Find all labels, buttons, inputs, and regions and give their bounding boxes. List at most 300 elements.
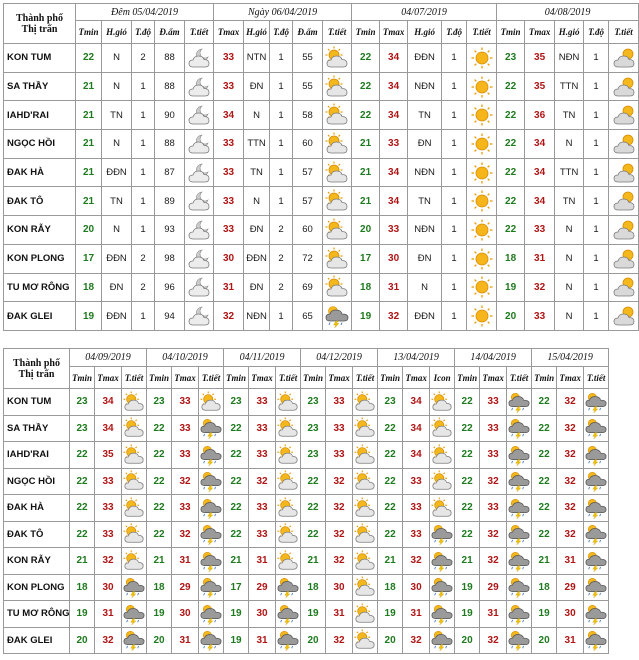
value-cell: 33 xyxy=(214,216,244,245)
tmax-cell: 31 xyxy=(172,548,199,575)
column-header: Đ.ẩm xyxy=(155,21,185,44)
value-cell: 34 xyxy=(525,158,555,187)
tmin-cell: 22 xyxy=(224,468,249,495)
column-header: Tmin xyxy=(76,21,102,44)
value-cell: 88 xyxy=(155,44,185,73)
weather-cell xyxy=(276,468,301,495)
city-name: KON TUM xyxy=(4,389,70,416)
value-cell: ĐN xyxy=(244,72,270,101)
value-cell: TN xyxy=(408,187,442,216)
tmax-cell: 31 xyxy=(557,627,584,654)
tmin-cell: 22 xyxy=(378,495,403,522)
tmin-cell: 18 xyxy=(301,574,326,601)
value-cell: 1 xyxy=(442,216,467,245)
weather-cell xyxy=(584,601,609,628)
weather-cell xyxy=(122,468,147,495)
value-cell: 22 xyxy=(76,44,102,73)
weather-cell xyxy=(185,302,214,331)
storm-icon xyxy=(277,576,299,598)
tmin-cell: 20 xyxy=(301,627,326,654)
value-cell: 1 xyxy=(442,273,467,302)
tmin-cell: 23 xyxy=(301,442,326,469)
tmax-cell: 32 xyxy=(403,627,430,654)
value-cell: 33 xyxy=(214,130,244,159)
value-cell: ĐN xyxy=(102,273,132,302)
weather-cell xyxy=(609,216,639,245)
column-header: Tmin xyxy=(352,21,380,44)
weather-cell xyxy=(467,302,497,331)
city-name: TU MƠ RÔNG xyxy=(4,273,76,302)
value-cell: 17 xyxy=(352,244,380,273)
weather-cell xyxy=(199,468,224,495)
sun-cloud-icon xyxy=(277,444,299,466)
sun-cloud-icon xyxy=(123,391,145,413)
value-cell: 2 xyxy=(132,44,155,73)
value-cell: 57 xyxy=(293,187,323,216)
sun-cloud-icon xyxy=(354,629,376,651)
date-header: Đêm 05/04/2019 xyxy=(76,4,214,21)
value-cell: N xyxy=(102,216,132,245)
value-cell: NĐN xyxy=(244,302,270,331)
tmax-cell: 32 xyxy=(480,548,507,575)
tmin-cell: 22 xyxy=(224,415,249,442)
value-cell: N xyxy=(555,244,584,273)
weather-cell xyxy=(199,574,224,601)
value-cell: 94 xyxy=(155,302,185,331)
tmax-cell: 33 xyxy=(326,415,353,442)
weather-cell xyxy=(323,273,352,302)
sun-cloud-icon xyxy=(325,189,349,213)
weather-cell xyxy=(467,44,497,73)
value-cell: 19 xyxy=(76,302,102,331)
cloud-sun-icon xyxy=(612,189,636,213)
tmax-cell: 29 xyxy=(249,574,276,601)
cloud-sun-icon xyxy=(612,247,636,271)
weather-cell xyxy=(507,601,532,628)
tmax-cell: 31 xyxy=(403,601,430,628)
value-cell: 1 xyxy=(584,101,609,130)
value-cell: ĐN xyxy=(408,130,442,159)
value-cell: 30 xyxy=(380,244,408,273)
tmax-cell: 33 xyxy=(480,495,507,522)
tmax-cell: 33 xyxy=(480,442,507,469)
weather-cell xyxy=(584,495,609,522)
tmin-cell: 21 xyxy=(301,548,326,575)
value-cell: 2 xyxy=(270,244,293,273)
city-name: NGỌC HỒI xyxy=(4,468,70,495)
tmax-cell: 34 xyxy=(95,389,122,416)
value-cell: TTN xyxy=(244,130,270,159)
weather-cell xyxy=(430,548,455,575)
column-header: H.gió xyxy=(244,21,270,44)
tmax-cell: 31 xyxy=(95,601,122,628)
weather-cell xyxy=(323,187,352,216)
tmax-cell: 31 xyxy=(557,548,584,575)
storm-icon xyxy=(585,470,607,492)
weather-cell xyxy=(507,495,532,522)
sun-icon xyxy=(470,275,494,299)
tmin-cell: 22 xyxy=(532,495,557,522)
sun-cloud-icon xyxy=(123,417,145,439)
value-cell: 1 xyxy=(132,302,155,331)
tmin-cell: 19 xyxy=(455,601,480,628)
weather-cell xyxy=(185,244,214,273)
weather-cell xyxy=(122,495,147,522)
tmax-cell: 31 xyxy=(172,627,199,654)
value-cell: 20 xyxy=(497,302,525,331)
value-cell: 1 xyxy=(132,158,155,187)
tmin-cell: 19 xyxy=(224,601,249,628)
weather-cell xyxy=(584,548,609,575)
storm-icon xyxy=(508,629,530,651)
tmax-cell: 32 xyxy=(326,495,353,522)
weather-cell xyxy=(276,627,301,654)
tmax-cell: 30 xyxy=(557,601,584,628)
column-header: T.tiết xyxy=(276,367,301,389)
tmin-cell: 22 xyxy=(147,415,172,442)
tmax-cell: 29 xyxy=(480,574,507,601)
tmax-cell: 32 xyxy=(557,389,584,416)
value-cell: 1 xyxy=(442,72,467,101)
weather-cell xyxy=(199,495,224,522)
sun-cloud-icon xyxy=(277,391,299,413)
city-name: ĐAK TÔ xyxy=(4,521,70,548)
city-name: ĐAK HÀ xyxy=(4,495,70,522)
weather-cell xyxy=(609,158,639,187)
value-cell: 2 xyxy=(270,273,293,302)
tmin-cell: 20 xyxy=(455,627,480,654)
tmax-cell: 32 xyxy=(249,468,276,495)
column-header: Tmin xyxy=(301,367,326,389)
storm-icon xyxy=(431,523,453,545)
sun-icon xyxy=(470,247,494,271)
storm-icon xyxy=(200,497,222,519)
weather-cell xyxy=(430,627,455,654)
value-cell: 1 xyxy=(270,101,293,130)
tmax-cell: 33 xyxy=(326,389,353,416)
weather-cell xyxy=(609,101,639,130)
value-cell: N xyxy=(244,101,270,130)
value-cell: 22 xyxy=(352,72,380,101)
tmax-cell: 32 xyxy=(95,627,122,654)
sun-icon xyxy=(470,304,494,328)
storm-icon xyxy=(123,576,145,598)
tmin-cell: 18 xyxy=(378,574,403,601)
cloud-sun-icon xyxy=(612,103,636,127)
tmin-cell: 22 xyxy=(70,468,95,495)
value-cell: 2 xyxy=(132,273,155,302)
city-name: ĐAK GLEI xyxy=(4,302,76,331)
weather-cell xyxy=(276,442,301,469)
value-cell: 31 xyxy=(525,244,555,273)
table-row xyxy=(4,548,609,575)
table-row xyxy=(4,627,609,654)
value-cell: 19 xyxy=(497,273,525,302)
tmax-cell: 32 xyxy=(480,468,507,495)
weather-cell xyxy=(323,72,352,101)
weather-cell xyxy=(323,302,352,331)
value-cell: NĐN xyxy=(408,158,442,187)
tmin-cell: 22 xyxy=(301,521,326,548)
sun-cloud-icon xyxy=(277,417,299,439)
cloud-sun-icon xyxy=(612,46,636,70)
storm-icon xyxy=(585,391,607,413)
value-cell: NĐN xyxy=(555,44,584,73)
value-cell: 1 xyxy=(584,273,609,302)
value-cell: 20 xyxy=(76,216,102,245)
column-header: Tmin xyxy=(147,367,172,389)
city-header-line2: Thị trấn xyxy=(21,23,58,35)
value-cell: 34 xyxy=(380,72,408,101)
tmax-cell: 32 xyxy=(326,521,353,548)
tmin-cell: 20 xyxy=(70,627,95,654)
date-header: 14/04/2019 xyxy=(455,349,532,367)
weather-cell xyxy=(185,101,214,130)
tmin-cell: 22 xyxy=(70,521,95,548)
sun-cloud-icon xyxy=(277,497,299,519)
column-header: T.tiết xyxy=(609,21,639,44)
weather-cell xyxy=(353,468,378,495)
tmax-cell: 31 xyxy=(326,601,353,628)
value-cell: 34 xyxy=(380,44,408,73)
tmin-cell: 23 xyxy=(301,415,326,442)
column-header: T.tiết xyxy=(467,21,497,44)
tmin-cell: 23 xyxy=(70,415,95,442)
table-row xyxy=(4,273,639,302)
city-name: KON PLONG xyxy=(4,244,76,273)
value-cell: N xyxy=(555,302,584,331)
weather-cell xyxy=(467,130,497,159)
cloud-sun-icon xyxy=(612,218,636,242)
value-cell: 1 xyxy=(442,130,467,159)
city-name: KON PLONG xyxy=(4,574,70,601)
value-cell: 1 xyxy=(270,44,293,73)
tmax-cell: 33 xyxy=(172,389,199,416)
tmin-cell: 19 xyxy=(147,601,172,628)
tmax-cell: 33 xyxy=(95,495,122,522)
weather-cell xyxy=(584,574,609,601)
weather-cell xyxy=(122,415,147,442)
tmin-cell: 22 xyxy=(147,495,172,522)
value-cell: NTN xyxy=(244,44,270,73)
sun-cloud-icon xyxy=(277,470,299,492)
tmax-cell: 33 xyxy=(403,495,430,522)
tmax-cell: 29 xyxy=(172,574,199,601)
tmin-cell: 19 xyxy=(455,574,480,601)
tmax-cell: 32 xyxy=(557,415,584,442)
weather-cell xyxy=(122,601,147,628)
tmin-cell: 19 xyxy=(532,601,557,628)
column-header: Đ.ẩm xyxy=(293,21,323,44)
weather-cell xyxy=(467,273,497,302)
value-cell: 22 xyxy=(352,44,380,73)
value-cell: 1 xyxy=(442,302,467,331)
value-cell: NĐN xyxy=(408,72,442,101)
tmin-cell: 21 xyxy=(455,548,480,575)
tmax-cell: 30 xyxy=(326,574,353,601)
value-cell: 1 xyxy=(270,130,293,159)
storm-icon xyxy=(200,629,222,651)
weather-cell xyxy=(507,574,532,601)
column-header: Tmin xyxy=(532,367,557,389)
weather-cell xyxy=(199,521,224,548)
weather-cell xyxy=(430,601,455,628)
tmin-cell: 19 xyxy=(70,601,95,628)
value-cell: N xyxy=(244,187,270,216)
weather-cell xyxy=(430,389,455,416)
weather-cell xyxy=(584,627,609,654)
tmin-cell: 22 xyxy=(455,468,480,495)
value-cell: 22 xyxy=(497,216,525,245)
weather-cell xyxy=(185,158,214,187)
sun-icon xyxy=(470,132,494,156)
weather-cell xyxy=(199,389,224,416)
tmin-cell: 22 xyxy=(147,442,172,469)
value-cell: 1 xyxy=(270,158,293,187)
tmax-cell: 32 xyxy=(557,495,584,522)
weather-cell xyxy=(185,187,214,216)
value-cell: TN xyxy=(408,101,442,130)
value-cell: 1 xyxy=(132,187,155,216)
value-cell: TTN xyxy=(555,158,584,187)
tmin-cell: 22 xyxy=(532,389,557,416)
cloud-moon-icon xyxy=(187,103,211,127)
weather-cell xyxy=(507,415,532,442)
value-cell: 2 xyxy=(132,244,155,273)
cloud-moon-icon xyxy=(187,247,211,271)
weather-cell xyxy=(323,101,352,130)
tmin-cell: 20 xyxy=(378,627,403,654)
weather-cell xyxy=(467,101,497,130)
sun-icon xyxy=(470,189,494,213)
weather-cell xyxy=(353,601,378,628)
value-cell: ĐN xyxy=(408,244,442,273)
value-cell: 60 xyxy=(293,130,323,159)
weather-cell xyxy=(185,44,214,73)
table-row xyxy=(4,468,609,495)
value-cell: 1 xyxy=(442,187,467,216)
tmin-cell: 23 xyxy=(224,389,249,416)
column-header: T.tiết xyxy=(323,21,352,44)
value-cell: 22 xyxy=(497,130,525,159)
storm-icon xyxy=(508,603,530,625)
weather-cell xyxy=(430,495,455,522)
tmax-cell: 35 xyxy=(95,442,122,469)
value-cell: N xyxy=(555,216,584,245)
column-header: T.tiết xyxy=(353,367,378,389)
weather-cell xyxy=(353,521,378,548)
tmin-cell: 22 xyxy=(532,468,557,495)
value-cell: TN xyxy=(102,187,132,216)
cloud-sun-icon xyxy=(612,75,636,99)
weather-cell xyxy=(430,521,455,548)
table-row xyxy=(4,442,609,469)
weather-cell xyxy=(609,130,639,159)
value-cell: N xyxy=(555,130,584,159)
tmax-cell: 34 xyxy=(403,415,430,442)
storm-icon xyxy=(200,523,222,545)
tmax-cell: 32 xyxy=(557,468,584,495)
tmax-cell: 29 xyxy=(557,574,584,601)
sun-cloud-icon xyxy=(431,391,453,413)
storm-icon xyxy=(508,444,530,466)
tmax-cell: 33 xyxy=(172,495,199,522)
city-name: KON RẪY xyxy=(4,216,76,245)
tmin-cell: 19 xyxy=(301,601,326,628)
value-cell: 55 xyxy=(293,44,323,73)
city-header-line2: Thị trấn xyxy=(18,368,55,380)
value-cell: 1 xyxy=(442,158,467,187)
tmax-cell: 33 xyxy=(172,415,199,442)
tmax-cell: 33 xyxy=(480,415,507,442)
weather-cell xyxy=(507,389,532,416)
value-cell: 1 xyxy=(132,130,155,159)
weather-cell xyxy=(467,216,497,245)
value-cell: 57 xyxy=(293,158,323,187)
city-name: KON RẪY xyxy=(4,548,70,575)
tmax-cell: 33 xyxy=(403,521,430,548)
storm-icon xyxy=(200,603,222,625)
value-cell: ĐN xyxy=(244,216,270,245)
city-header xyxy=(4,4,76,44)
weather-cell xyxy=(199,627,224,654)
storm-icon xyxy=(123,629,145,651)
storm-icon xyxy=(508,523,530,545)
tmax-cell: 32 xyxy=(557,442,584,469)
weather-cell xyxy=(276,389,301,416)
value-cell: 33 xyxy=(214,72,244,101)
tmin-cell: 18 xyxy=(70,574,95,601)
sun-icon xyxy=(470,103,494,127)
value-cell: N xyxy=(555,273,584,302)
column-header: Tmax xyxy=(380,21,408,44)
value-cell: 1 xyxy=(132,216,155,245)
column-header: Tmin xyxy=(224,367,249,389)
sun-cloud-icon xyxy=(123,497,145,519)
value-cell: TTN xyxy=(555,72,584,101)
weather-cell xyxy=(584,415,609,442)
value-cell: 34 xyxy=(525,130,555,159)
column-header: T.độ xyxy=(442,21,467,44)
storm-icon xyxy=(585,576,607,598)
weather-cell xyxy=(467,72,497,101)
storm-icon xyxy=(585,417,607,439)
sun-cloud-icon xyxy=(277,550,299,572)
storm-icon xyxy=(431,603,453,625)
tmin-cell: 22 xyxy=(378,521,403,548)
storm-icon xyxy=(431,576,453,598)
value-cell: 34 xyxy=(380,101,408,130)
weather-cell xyxy=(199,601,224,628)
cloud-moon-icon xyxy=(187,218,211,242)
value-cell: 88 xyxy=(155,130,185,159)
column-header: T.độ xyxy=(132,21,155,44)
column-header: H.gió xyxy=(408,21,442,44)
column-header: Icon xyxy=(430,367,455,389)
table-row xyxy=(4,495,609,522)
weather-cell xyxy=(609,273,639,302)
storm-icon xyxy=(200,417,222,439)
value-cell: NĐN xyxy=(408,216,442,245)
value-cell: ĐĐN xyxy=(408,44,442,73)
weather-cell xyxy=(467,187,497,216)
weather-cell xyxy=(276,495,301,522)
cloud-sun-icon xyxy=(612,304,636,328)
sun-icon xyxy=(470,75,494,99)
tmin-cell: 21 xyxy=(224,548,249,575)
tmin-cell: 23 xyxy=(301,389,326,416)
storm-icon xyxy=(585,497,607,519)
